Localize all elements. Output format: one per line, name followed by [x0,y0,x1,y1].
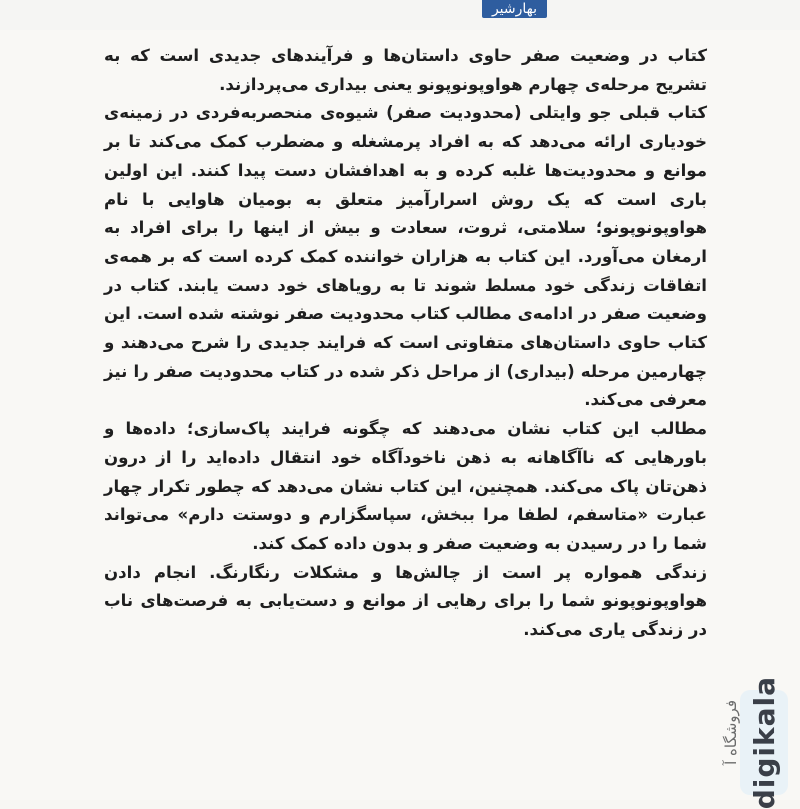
store-label: فروشگاه آ [722,700,740,765]
paragraph-1: کتاب در وضعیت صفر حاوی داستان‌ها و فرآیندهای جدیدی است که به تشریح مرحله‌ی چهارم هواوپونوپونو یعنی بیداری می‌پردازند. [104,46,707,94]
paragraph-4: زندگی همواره پر است از چالش‌ها و مشکلات رنگارنگ. انجام دادن هواوپونوپونو شما را برای رهایی از موانع و دست‌یابی به فرصت‌های ناب در زندگی یاری می‌کند. [104,562,707,640]
paragraph-2: کتاب قبلی جو وایتلی (محدودیت صفر) شیوه‌ی منحصربه‌فردی در زمینه‌ی خودیاری ارائه می‌دهد که به افراد پرمشغله و مضطرب کمک می‌کند تا بر موانع و محدودیت‌ها غلبه کرده و به اهدافشان دست پیدا کنند. این اولین باری است که یک روش اسرارآمیز متعلق به بومیان هاوایی با نام هواوپونوپونو؛ سلامتی، ثروت، سعادت و بیش از اینها را برای افراد به ارمغان می‌آورد. این کتاب به هزاران خواننده کمک کرده است که بر همه‌ی اتفاقات زندگی خود مسلط شوند تا به رویاهای خود دست یابند. کتاب در وضعیت صفر در ادامه‌ی مطالب کتاب محدودیت صفر نوشته شده است. این کتاب حاوی داستان‌های متفاوتی است که فرایند جدیدی را شرح می‌دهند و چهارمین مرحله (بیداری) از مراحل ذکر شده در کتاب محدودیت صفر را نیز معرفی می‌کند. [104,103,707,410]
cover-text [104,42,707,645]
top-band [0,0,800,30]
paragraph-3: مطالب این کتاب نشان می‌دهند که چگونه فرایند پاک‌سازی؛ داده‌ها و باورهایی که ناآگاهانه به ذهن ناخودآگاه خود انتقال داده‌اید را از درون ذهن‌تان پاک می‌کند. همچنین، این کتاب نشان می‌دهد که چطور تکرار چهار عبارت «متاسفم، لطفا مرا ببخش، سپاسگزارم و دوستت دارم» می‌تواند شما را در رسیدن به وضعیت صفر و بدون داده کمک کند. [104,419,707,553]
publisher-chip: بهارشیر [482,0,547,18]
brand-logo [740,675,788,809]
brand-logo-text: digikala [747,675,781,809]
